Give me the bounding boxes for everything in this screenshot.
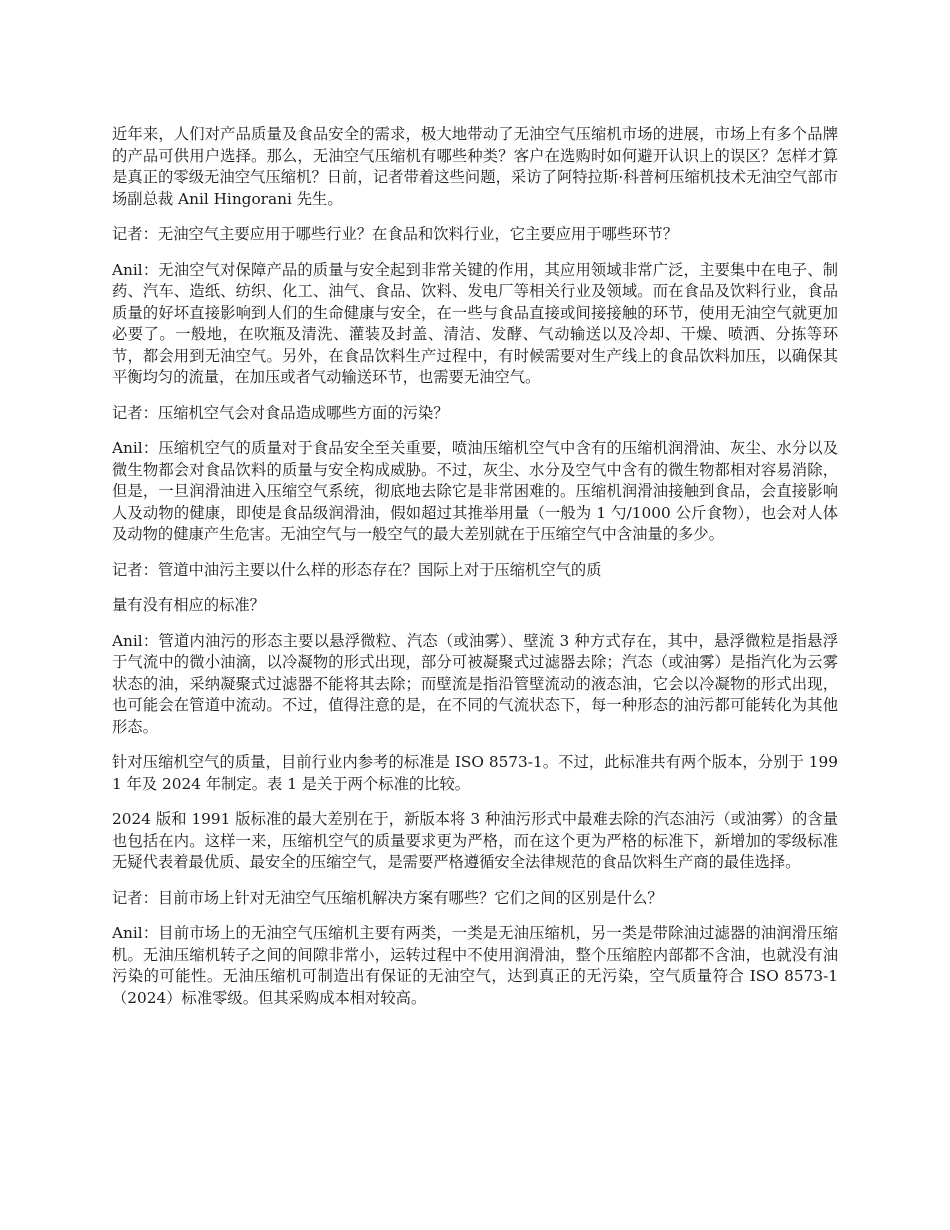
- intro-paragraph: 近年来，人们对产品质量及食品安全的需求，极大地带动了无油空气压缩机市场的进展，市场上有多个品牌的产品可供用户选择。那么，无油空气压缩机有哪些种类？客户在选购时如何避开认识上的误区？怎样才算是真正的零级无油空气压缩机？日前，记者带着这些问题，采访了阿特拉斯·科普柯压缩机技术无油空气部市场副总裁 Anil Hingorani 先生。: [112, 125, 838, 208]
- answer-paragraph: Anil：无油空气对保障产品的质量与安全起到非常关键的作用，其应用领域非常广泛，主要集中在电子、制药、汽车、造纸、纺织、化工、油气、食品、饮料、发电厂等相关行业及领域。而在食品及饮料行业，食品质量的好坏直接影响到人们的生命健康与安全，在一些与食品直接或间接接触的环节，使用无油空气就更加必要了。一般地，在吹瓶及清洗、灌装及封盖、清洁、发酵、气动输送以及冷却、干燥、喷洒、分拣等环节，都会用到无油空气。另外，在食品饮料生产过程中，有时候需要对生产线上的食品饮料加压，以确保其平衡均匀的流量，在加压或者气动输送环节，也需要无油空气。: [112, 260, 838, 386]
- question-paragraph-continued: 量有没有相应的标准？: [112, 596, 265, 614]
- question-paragraph: 记者：目前市场上针对无油空气压缩机解决方案有哪些？它们之间的区别是什么？: [112, 888, 663, 907]
- answer-paragraph: Anil：管道内油污的形态主要以悬浮微粒、汽态（或油雾）、壁流 3 种方式存在，其中，悬浮微粒是指悬浮于气流中的微小油滴，以冷凝物的形式出现，部分可被凝聚式过滤器去除；汽态（或油雾）是指汽化为云雾状态的油，采纳凝聚式过滤器不能将其去除；而壁流是指沿管壁流动的液态油，它会以冷凝物的形式出现，也可能会在管道中流动。不过，值得注意的是，在不同的气流状态下，每一种形态的油污都可能转化为其他形态。: [112, 631, 838, 736]
- answer-paragraph: Anil：目前市场上的无油空气压缩机主要有两类，一类是无油压缩机，另一类是带除油过滤器的油润滑压缩机。无油压缩机转子之间的间隙非常小，运转过程中不使用润滑油，整个压缩腔内部都不含油，也就没有油污染的可能性。无油压缩机可制造出有保证的无油空气，达到真正的无污染，空气质量符合 ISO 8573-1（2024）标准零级。但其采购成本相对较高。: [112, 924, 838, 1007]
- question-paragraph: 记者：管道中油污主要以什么样的形态存在？国际上对于压缩机空气的质: [112, 560, 602, 579]
- answer-paragraph: Anil：压缩机空气的质量对于食品安全至关重要，喷油压缩机空气中含有的压缩机润滑油、灰尘、水分以及微生物都会对食品饮料的质量与安全构成威胁。不过，灰尘、水分及空气中含有的微生物都相对容易消除，但是，一旦润滑油进入压缩空气系统，彻底地去除它是非常困难的。压缩机润滑油接触到食品，会直接影响人及动物的健康，即使是食品级润滑油，假如超过其推举用量（一般为 1 勺/1000 公斤食物），也会对人体及动物的健康产生危害。无油空气与一般空气的最大差别就在于压缩空气中含油量的多少。: [112, 439, 838, 543]
- body-paragraph: 针对压缩机空气的质量，目前行业内参考的标准是 ISO 8573-1。不过，此标准共有两个版本，分别于 1991 年及 2024 年制定。表 1 是关于两个标准的比较。: [112, 753, 838, 793]
- body-paragraph: 2024 版和 1991 版标准的最大差别在于，新版本将 3 种油污形式中最难去除的汽态油污（或油雾）的含量也包括在内。这样一来，压缩机空气的质量要求更为严格，而在这个更为严格的标准下，新增加的零级标准无疑代表着最优质、最安全的压缩空气，是需要严格遵循安全法律规范的食品饮料生产商的最佳选择。: [112, 810, 838, 871]
- question-paragraph: 记者：无油空气主要应用于哪些行业？在食品和饮料行业，它主要应用于哪些环节？: [112, 225, 678, 243]
- question-paragraph: 记者：压缩机空气会对食品造成哪些方面的污染？: [112, 403, 449, 422]
